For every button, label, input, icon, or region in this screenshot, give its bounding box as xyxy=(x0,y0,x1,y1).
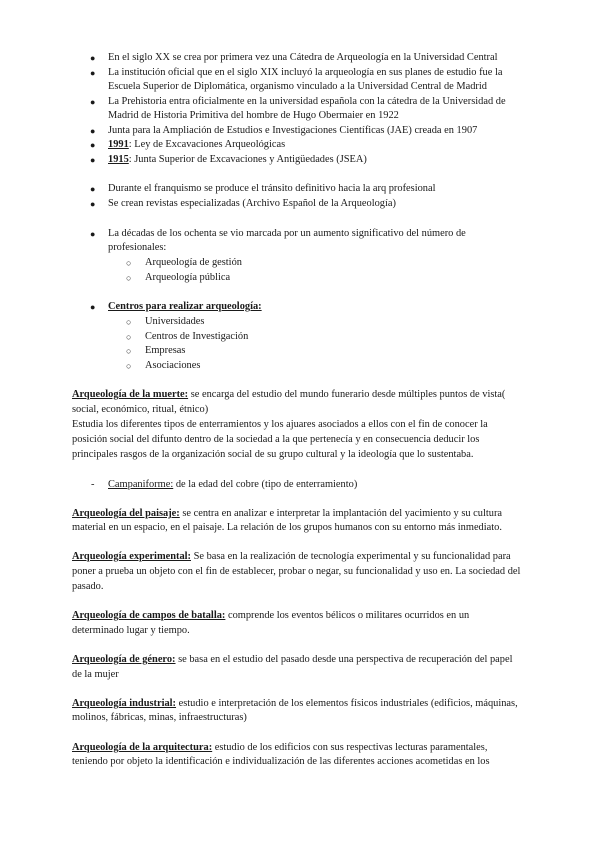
paragraph-line: poner a prueba un objeto con el fin de establecer, probar o negar, su funcionalidad y uso en. La sociedad del xyxy=(72,566,521,577)
list-item-text: La décadas de los ochenta se vio marcada por un aumento significativo del número de xyxy=(108,228,466,239)
bullet-icon: ● xyxy=(90,68,96,78)
term-heading: Campaniforme: xyxy=(108,479,174,490)
bullet-icon: ● xyxy=(90,97,96,107)
section-heading: Centros para realizar arqueología: xyxy=(108,301,262,312)
paragraph-line: molinos, fábricas, minas, infraestructuras) xyxy=(72,712,247,723)
list-item-text: La Prehistoria entra oficialmente en la universidad española con la cátedra de la Universidad de xyxy=(108,96,506,107)
sub-bullet-icon: ○ xyxy=(126,346,132,356)
term-definition: se basa en el estudio del pasado desde una perspectiva de recuperación del papel xyxy=(175,654,513,665)
term-definition: estudio de los edificios con sus respectivas lecturas paramentales, xyxy=(212,742,488,753)
term-heading: Arqueología de la arquitectura: xyxy=(72,742,213,753)
sub-list-item: Empresas xyxy=(145,345,186,356)
paragraph-line: social, económico, ritual, étnico) xyxy=(72,404,209,415)
term-definition: se centra en analizar e interpretar la implantación del yacimiento y su cultura xyxy=(179,508,503,519)
paragraph-line: teniendo por objeto la identificación e individualización de las diferentes acciones acometidas en los xyxy=(72,756,490,767)
paragraph-line xyxy=(72,741,487,755)
list-item-text: profesionales: xyxy=(108,242,167,253)
sub-list-item: Arqueología pública xyxy=(145,272,231,283)
list-item-detail: : Ley de Excavaciones Arqueológicas xyxy=(128,139,286,150)
dash-icon: - xyxy=(91,479,95,490)
year-label: 1915 xyxy=(108,154,129,165)
list-item-text xyxy=(108,138,285,152)
term-heading: Arqueología de la muerte: xyxy=(72,389,189,400)
paragraph-line: de la mujer xyxy=(72,669,119,680)
term-heading: Arqueología del paisaje: xyxy=(72,508,180,519)
bullet-icon: ● xyxy=(90,184,96,194)
term-definition: de la edad del cobre (tipo de enterramiento) xyxy=(173,479,358,490)
term-heading: Arqueología de género: xyxy=(72,654,176,665)
list-item-text: Junta para la Ampliación de Estudios e Investigaciones Científicas (JAE) creada en 1907 xyxy=(108,125,478,136)
list-item-text: En el siglo XX se crea por primera vez una Cátedra de Arqueología en la Universidad Central xyxy=(108,52,498,63)
paragraph-line: principales rasgos de la organización social de su grupo cultural y la ideología que lo sustentaba. xyxy=(72,449,474,460)
paragraph-line: posición social del difunto dentro de la sociedad a la que pertenecía y en consecuencia deducir los xyxy=(72,434,480,445)
list-item-text xyxy=(108,153,367,167)
term-definition: comprende los eventos bélicos o militares ocurridos en un xyxy=(225,610,470,621)
paragraph-line: Estudia los diferentes tipos de enterramientos y los ajuares asociados a ellos con el fin de conocer la xyxy=(72,419,488,430)
term-heading: Arqueología industrial: xyxy=(72,698,177,709)
paragraph-line xyxy=(72,507,502,521)
list-item-text: La institución oficial que en el siglo XIX incluyó la arqueología en sus planes de estudio fue la xyxy=(108,67,503,78)
sub-list-item: Asociaciones xyxy=(145,360,201,371)
bullet-icon: ● xyxy=(90,155,96,165)
bullet-icon: ● xyxy=(90,229,96,239)
paragraph-line xyxy=(72,653,513,667)
list-item-text: Madrid de Historia Primitiva del hombre de Hugo Obermaier en 1922 xyxy=(108,110,399,121)
list-item-text: Se crean revistas especializadas (Archivo Español de la Arqueología) xyxy=(108,198,396,209)
term-definition: estudio e interpretación de los elementos físicos industriales (edificios, máquinas, xyxy=(176,698,518,709)
term-definition: Se basa en la realización de tecnología experimental y su funcionalidad para xyxy=(191,551,511,562)
term-heading: Arqueología experimental: xyxy=(72,551,191,562)
term-definition: se encarga del estudio del mundo funerario desde múltiples puntos de vista( xyxy=(188,389,506,400)
sub-bullet-icon: ○ xyxy=(126,361,132,371)
bullet-icon: ● xyxy=(90,126,96,136)
term-heading: Arqueología de campos de batalla: xyxy=(72,610,226,621)
sub-bullet-icon: ○ xyxy=(126,332,132,342)
sub-list-item: Centros de Investigación xyxy=(145,331,249,342)
paragraph-line xyxy=(72,550,511,564)
bullet-icon: ● xyxy=(90,53,96,63)
list-item-text: Durante el franquismo se produce el tránsito definitivo hacia la arq profesional xyxy=(108,183,436,194)
list-item-text: Escuela Superior de Diplomática, organismo vinculado a la Universidad Central de Madrid xyxy=(108,81,487,92)
sub-list-item: Universidades xyxy=(145,316,205,327)
paragraph-line: pasado. xyxy=(72,581,104,592)
bullet-icon: ● xyxy=(90,302,96,312)
paragraph-line: determinado lugar y tiempo. xyxy=(72,625,190,636)
sub-list-item: Arqueología de gestión xyxy=(145,257,242,268)
paragraph-line xyxy=(72,388,505,402)
list-item-text xyxy=(108,478,357,492)
list-item-detail: : Junta Superior de Excavaciones y Antigüedades (JSEA) xyxy=(128,154,367,165)
bullet-icon: ● xyxy=(90,140,96,150)
sub-bullet-icon: ○ xyxy=(126,273,132,283)
sub-bullet-icon: ○ xyxy=(126,258,132,268)
year-label: 1991 xyxy=(108,139,129,150)
bullet-icon: ● xyxy=(90,199,96,209)
paragraph-line xyxy=(72,609,469,623)
sub-bullet-icon: ○ xyxy=(126,317,132,327)
paragraph-line: material en un espacio, en el paisaje. La relación de los grupos humanos con su entorno más inmediato. xyxy=(72,522,502,533)
paragraph-line xyxy=(72,697,518,711)
